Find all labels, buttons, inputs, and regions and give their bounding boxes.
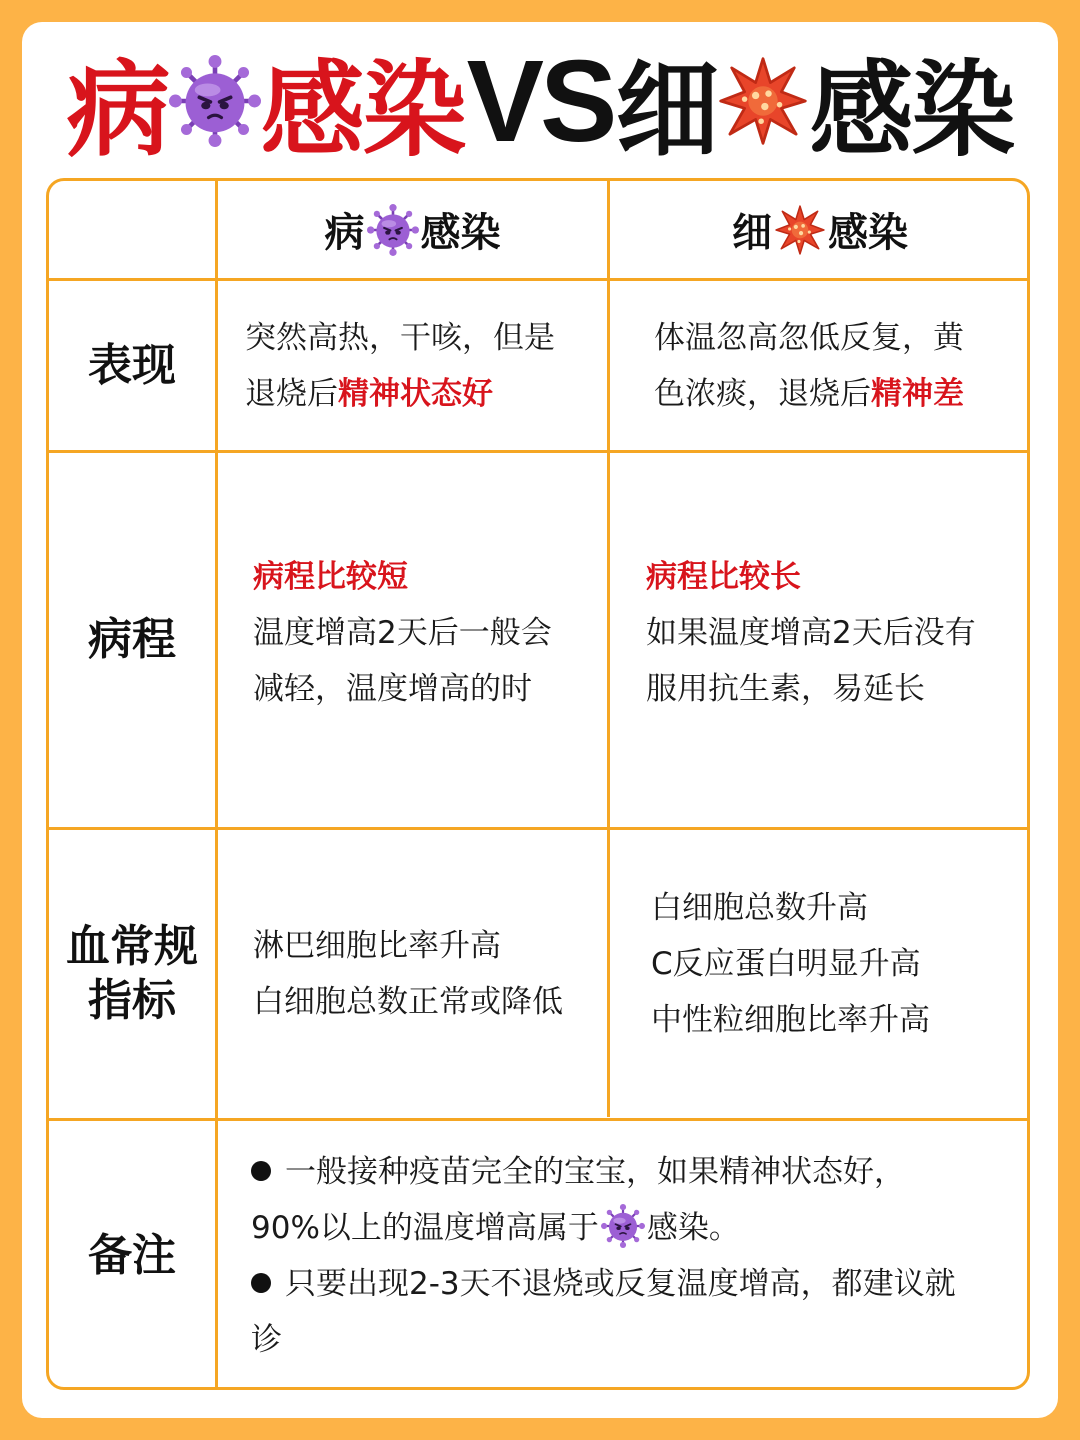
row-label-symptom-text: 表现 [88, 339, 176, 391]
note-text: 只要出现2-3天不退烧或反复温度增高，都建议就 [285, 1266, 956, 1302]
text-line: C反应蛋白明显升高 [651, 946, 921, 982]
text-line: 中性粒细胞比率升高 [651, 1002, 930, 1038]
col-divider [215, 181, 218, 1387]
highlight-text: 病程比较长 [646, 559, 801, 595]
row-label-blood-line2: 指标 [88, 975, 176, 1026]
row-label-course-text: 病程 [88, 614, 176, 665]
row-label-symptom [49, 281, 215, 450]
text-line: 白细胞总数正常或降低 [253, 984, 563, 1020]
text-line [245, 366, 605, 422]
highlight-text: 病程比较短 [253, 559, 408, 595]
note-text: 感染。 [646, 1210, 740, 1246]
text-line: 如果温度增高2天后没有 [646, 615, 976, 651]
note-text: 诊 [251, 1322, 282, 1358]
note-text: 90%以上的温度增高属于 [251, 1210, 599, 1246]
cell-course-bacteria [646, 453, 1030, 827]
header-bacteria-label-a: 细 [732, 210, 772, 256]
row-label-course [49, 453, 215, 827]
virus-icon [601, 1204, 645, 1248]
virus-icon [367, 204, 419, 256]
bullet-icon [251, 1161, 271, 1181]
note-text: 一般接种疫苗完全的宝宝，如果精神状态好， [285, 1154, 905, 1190]
row-label-blood-line1: 血常规 [66, 921, 198, 972]
bacteria-icon [717, 55, 809, 147]
text-span: 色浓痰，退烧后 [654, 375, 871, 412]
page-title [22, 36, 1058, 171]
highlight-text: 精神状态好 [338, 375, 493, 412]
bullet-icon [251, 1273, 271, 1293]
note-line [251, 1312, 1030, 1368]
text-line: 体温忽高忽低反复，黄 [654, 319, 964, 356]
header-virus-label-b: 感染 [420, 210, 501, 256]
header-virus-label-a: 病 [324, 210, 365, 256]
bacteria-icon [774, 204, 826, 256]
note-line [251, 1144, 1030, 1200]
title-part-3: 细 [615, 49, 718, 171]
text-line: 减轻，温度增高的时 [253, 671, 532, 707]
virus-icon [169, 55, 261, 147]
cell-symptom-bacteria [654, 281, 1030, 450]
text-span: 退烧后 [245, 375, 338, 412]
row-label-blood [49, 830, 215, 1118]
cell-course-virus [253, 453, 605, 827]
text-line: 淋巴细胞比率升高 [253, 928, 501, 964]
title-part-2: 感染 [260, 49, 465, 171]
row-label-notes [49, 1121, 215, 1390]
title-part-4: 感染 [809, 49, 1014, 171]
title-vs: VS [466, 36, 614, 166]
cell-blood-virus [253, 830, 605, 1118]
cell-symptom-virus [245, 281, 605, 450]
row-label-notes-text: 备注 [88, 1230, 176, 1281]
header-bacteria [610, 181, 1030, 278]
text-line: 突然高热，干咳，但是 [245, 319, 555, 356]
highlight-text: 精神差 [871, 375, 964, 412]
text-line [654, 366, 1030, 422]
text-line: 白细胞总数升高 [651, 890, 868, 926]
col-divider [607, 181, 610, 1117]
cell-blood-bacteria [651, 830, 1030, 1118]
text-line: 服用抗生素，易延长 [646, 671, 925, 707]
header-virus [218, 181, 607, 278]
title-part-1: 病 [66, 49, 169, 171]
note-line [251, 1200, 1030, 1256]
text-line: 温度增高2天后一般会 [253, 615, 552, 651]
header-bacteria-label-b: 感染 [828, 210, 908, 256]
cell-notes [251, 1121, 1030, 1390]
note-line [251, 1256, 1030, 1312]
comparison-table [46, 178, 1030, 1390]
